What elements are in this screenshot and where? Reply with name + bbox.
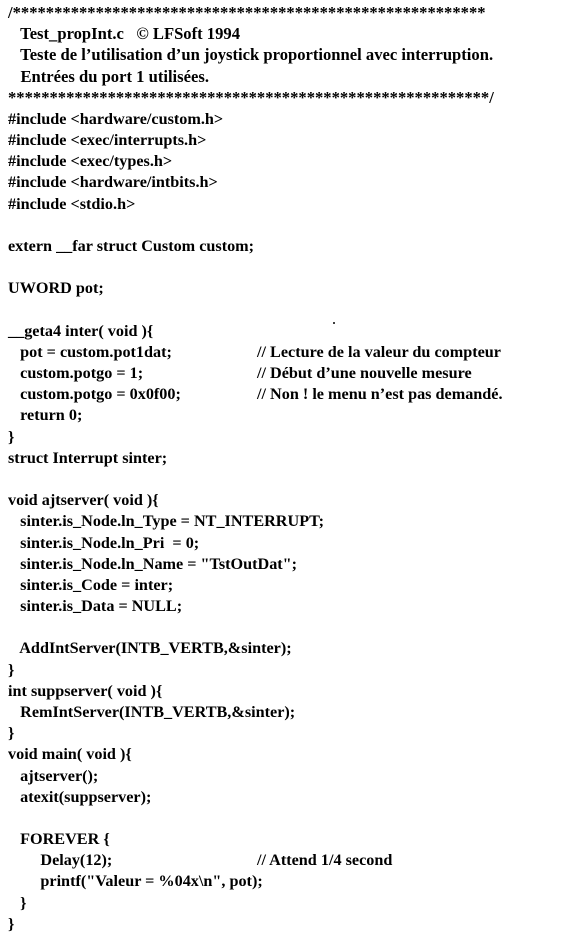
code-text: }	[8, 914, 15, 933]
code-line	[8, 23, 578, 45]
code-line	[8, 299, 578, 321]
code-line	[8, 870, 578, 892]
code-line	[8, 341, 578, 363]
code-text: UWORD pot;	[8, 279, 104, 298]
code-comment: // Attend 1/4 second	[257, 851, 393, 870]
code-text: printf("Valeur = %04x\n", pot);	[8, 872, 263, 891]
code-text: sinter.is_Code = inter;	[8, 575, 174, 594]
code-line	[8, 489, 578, 511]
code-line	[8, 256, 578, 278]
code-line	[8, 66, 578, 88]
code-text: #include <hardware/intbits.h>	[8, 173, 218, 192]
code-line	[8, 277, 578, 299]
code-line	[8, 468, 578, 490]
code-text: }	[8, 427, 15, 446]
code-line	[8, 129, 578, 151]
code-line	[8, 892, 578, 914]
code-line	[8, 150, 578, 172]
code-text: #include <stdio.h>	[8, 194, 136, 213]
code-line	[8, 765, 578, 787]
code-text: sinter.is_Node.ln_Pri = 0;	[8, 533, 200, 552]
code-text: }	[8, 660, 15, 679]
code-line	[8, 701, 578, 723]
code-text: #include <exec/interrupts.h>	[8, 131, 207, 150]
code-text: RemIntServer(INTB_VERTB,&sinter);	[8, 702, 296, 721]
code-text: return 0;	[8, 406, 83, 425]
code-line	[8, 404, 578, 426]
code-text: void ajtserver( void ){	[8, 491, 159, 510]
code-line	[8, 574, 578, 596]
code-line	[8, 616, 578, 638]
code-line	[8, 659, 578, 681]
code-line	[8, 44, 578, 66]
code-text: /*********************************************************	[8, 3, 486, 22]
code-line	[8, 828, 578, 850]
code-line	[8, 362, 578, 384]
code-line	[8, 87, 578, 109]
code-text: custom.potgo = 1;	[8, 364, 144, 383]
code-line	[8, 447, 578, 469]
code-text: Delay(12);	[8, 851, 113, 870]
code-line	[8, 171, 578, 193]
code-text: ajtserver();	[8, 766, 99, 785]
code-text: #include <hardware/custom.h>	[8, 109, 224, 128]
code-line	[8, 743, 578, 765]
code-text: sinter.is_Node.ln_Name = "TstOutDat";	[8, 554, 298, 573]
code-text: AddIntServer(INTB_VERTB,&sinter);	[8, 639, 292, 658]
code-text: **********************************************************/	[8, 87, 494, 107]
code-line	[8, 553, 578, 575]
code-line	[8, 637, 578, 659]
code-text: __geta4 inter( void ){	[8, 321, 154, 340]
code-line	[8, 383, 578, 405]
code-text: custom.potgo = 0x0f00;	[8, 385, 181, 404]
code-text: sinter.is_Data = NULL;	[8, 597, 183, 615]
code-line	[8, 849, 578, 871]
code-line	[8, 913, 578, 935]
code-line	[8, 193, 578, 215]
code-line	[8, 595, 578, 617]
code-text: sinter.is_Node.ln_Type = NT_INTERRUPT;	[8, 512, 325, 531]
code-text: #include <exec/types.h>	[8, 152, 173, 171]
code-comment: // Lecture de la valeur du compteur	[257, 342, 501, 361]
code-line	[8, 108, 578, 130]
code-line	[8, 807, 578, 829]
code-text: struct Interrupt sinter;	[8, 448, 168, 467]
code-line	[8, 235, 578, 257]
code-text: int suppserver( void ){	[8, 681, 163, 700]
code-line	[8, 510, 578, 532]
code-text: }	[8, 893, 27, 912]
code-comment: // Début d’une nouvelle mesure	[257, 364, 472, 383]
code-line	[8, 2, 578, 24]
code-line	[8, 722, 578, 744]
code-text: void main( void ){	[8, 745, 132, 764]
code-line	[8, 320, 578, 342]
code-line	[8, 680, 578, 702]
code-text: Test_propInt.c © LFSoft 1994	[8, 24, 240, 44]
code-text: Entrées du port 1 utilisées.	[8, 66, 209, 86]
code-text: atexit(suppserver);	[8, 787, 152, 806]
code-text: pot = custom.pot1dat;	[8, 342, 172, 361]
code-text: Teste de l’utilisation d’un joystick proportionnel avec interruption.	[8, 45, 494, 65]
code-line	[8, 426, 578, 448]
code-text: }	[8, 724, 15, 743]
code-line	[8, 214, 578, 236]
code-line	[8, 532, 578, 554]
code-comment: // Non ! le menu n’est pas demandé.	[257, 385, 503, 404]
code-line	[8, 786, 578, 808]
code-text: FOREVER {	[8, 830, 110, 848]
code-text: extern __far struct Custom custom;	[8, 237, 255, 255]
